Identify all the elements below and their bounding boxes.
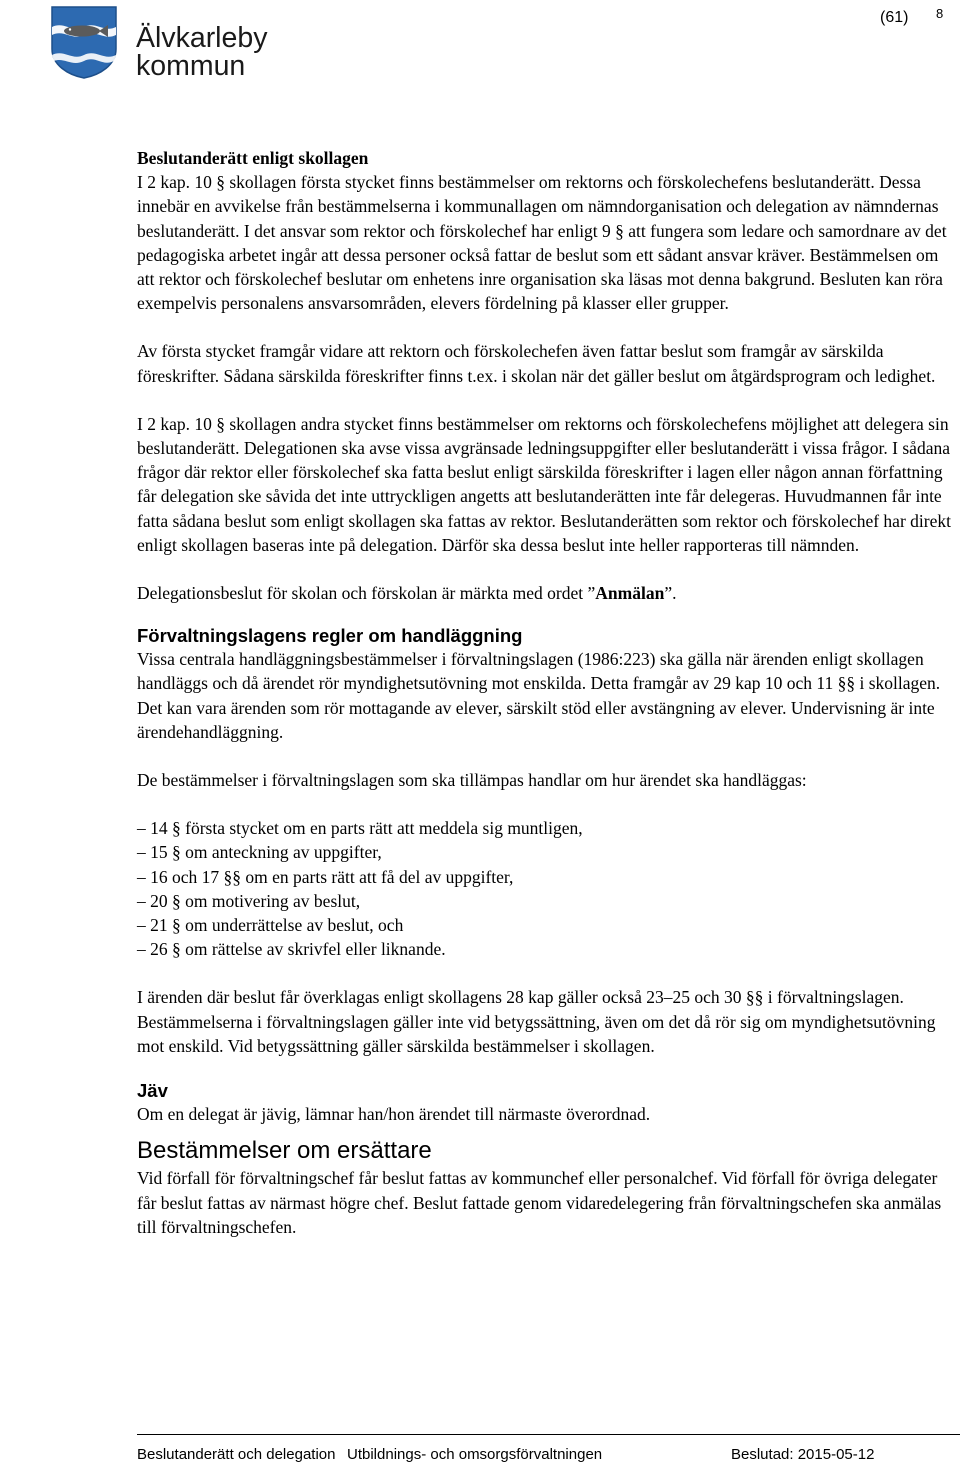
section-heading-beslutanderatt: Beslutanderätt enligt skollagen bbox=[137, 148, 369, 168]
list-item: – 16 och 17 §§ om en parts rätt att få del av uppgifter, bbox=[137, 866, 514, 887]
footer-right-text: Beslutad: 2015-05-12 bbox=[731, 1446, 875, 1463]
section-heading-ersattare: Bestämmelser om ersättare bbox=[137, 1137, 432, 1165]
footer-center-text: Utbildnings- och omsorgsförvaltningen bbox=[347, 1446, 603, 1463]
paragraph-anmalan bbox=[137, 581, 957, 605]
list-item: – 15 § om anteckning av uppgifter, bbox=[137, 842, 382, 863]
text-segment: ”. bbox=[664, 583, 677, 604]
footer-left-text: Beslutanderätt och delegation bbox=[137, 1446, 336, 1463]
section-heading-jav: Jäv bbox=[137, 1080, 168, 1102]
paragraph: I ärenden där beslut får överklagas enligt skollagens 28 kap gäller också 23–25 och 30 §§ i förvaltningslagen. Bestämmelserna i förvaltningslagen gäller inte vid betygssättning, även om det då rör sig om myndighetsutövning mot enskild. Vid betygssättning gäller särskilda bestämmelser i skollagen. bbox=[137, 987, 936, 1056]
list-item: – 21 § om underrättelse av beslut, och bbox=[137, 915, 404, 936]
paragraph: De bestämmelser i förvaltningslagen som ska tillämpas handlar om hur ärendet ska handläggas: bbox=[137, 770, 807, 791]
text-segment: Delegationsbeslut för skolan och förskolan är märkta med ordet ” bbox=[137, 583, 596, 604]
paragraph: I 2 kap. 10 § skollagen andra stycket finns bestämmelser om rektorns och förskolechefens möjlighet att delegera sin beslutanderätt. Delegationen ska avse vissa avgränsade ledningsuppgifter eller beslutanderätt i vissa frågor. I sådana frågor där rektor eller förskolechef ska fatta beslut enligt särskilda föreskrifter i lagen eller någon annan författning får delegation ske såvida det inte uttryckligen angetts att beslutanderätten inte får delegeras. Huvudmannen får inte fatta sådana beslut som enligt skollagen ska fattas av rektor. Beslutanderätten som rektor och förskolechef har direkt enligt skollagen baseras inte på delegation. Därför ska dessa beslut inte heller rapporteras till nämnden. bbox=[137, 413, 951, 555]
page-reference: (61) bbox=[880, 9, 909, 26]
paragraph: Om en delegat är jävig, lämnar han/hon ärendet till närmaste överordnad. bbox=[137, 1104, 651, 1125]
provision-list bbox=[137, 816, 957, 961]
page-number: 8 bbox=[936, 6, 944, 21]
document-body bbox=[137, 146, 957, 1239]
list-item: – 26 § om rättelse av skrivfel eller liknande. bbox=[137, 939, 446, 960]
municipality-coat-of-arms-logo bbox=[50, 5, 118, 79]
brand-line-1: Älvkarleby bbox=[136, 22, 268, 54]
list-item: – 14 § första stycket om en parts rätt att meddela sig muntligen, bbox=[137, 818, 583, 839]
list-item: – 20 § om motivering av beslut, bbox=[137, 890, 361, 911]
paragraph: Vissa centrala handläggningsbestämmelser i förvaltningslagen (1986:223) ska gälla när ärenden enligt skollagen handläggs och då ärendet rör myndighetsutövning mot enskilda. Detta framgår av 29 kap 10 och 11 §§ i skollagen. Det kan vara ärenden som rör mottagande av elever, särskilt stöd eller avstängning av elever. Undervisning är inte ärendehandläggning. bbox=[137, 649, 941, 742]
brand-name bbox=[136, 24, 267, 80]
paragraph: Av första stycket framgår vidare att rektorn och förskolechefen även fattar beslut som framgår av särskilda föreskrifter. Sådana särskilda föreskrifter finns t.ex. i skolan när det gäller beslut om åtgärdsprogram och ledighet. bbox=[137, 341, 936, 386]
footer-divider bbox=[137, 1434, 960, 1435]
paragraph: I 2 kap. 10 § skollagen första stycket finns bestämmelser om rektorns och förskolechefens beslutanderätt. Dessa innebär en avvikelse från bestämmelserna i kommunallagen om nämndorganisation och delegation av nämndernas beslutanderätt. I det ansvar som rektor och förskolechef har enligt 9 § att fungera som ledare och samordnare av det pedagogiska arbetet ingår att dessa personer också fattar de beslut som ett sådant ansvar kräver. Bestämmelsen om att rektor och förskolechef beslutar om enhetens inre organisation ska läsas mot denna bakgrund. Besluten kan röra exempelvis personalens ansvarsområden, elevers fördelning på klasser eller grupper. bbox=[137, 172, 947, 314]
bold-keyword-anmalan: Anmälan bbox=[595, 583, 665, 604]
paragraph: Vid förfall för förvaltningschef får beslut fattas av kommunchef eller personalchef. Vid förfall för övriga delegater får beslut fattas av närmast högre chef. Beslut fattade genom vidaredelegering från förvaltningschefen ska anmälas till förvaltningschefen. bbox=[137, 1168, 942, 1237]
brand-line-2: kommun bbox=[136, 50, 246, 82]
section-heading-forvaltningslagen: Förvaltningslagens regler om handläggning bbox=[137, 625, 523, 647]
